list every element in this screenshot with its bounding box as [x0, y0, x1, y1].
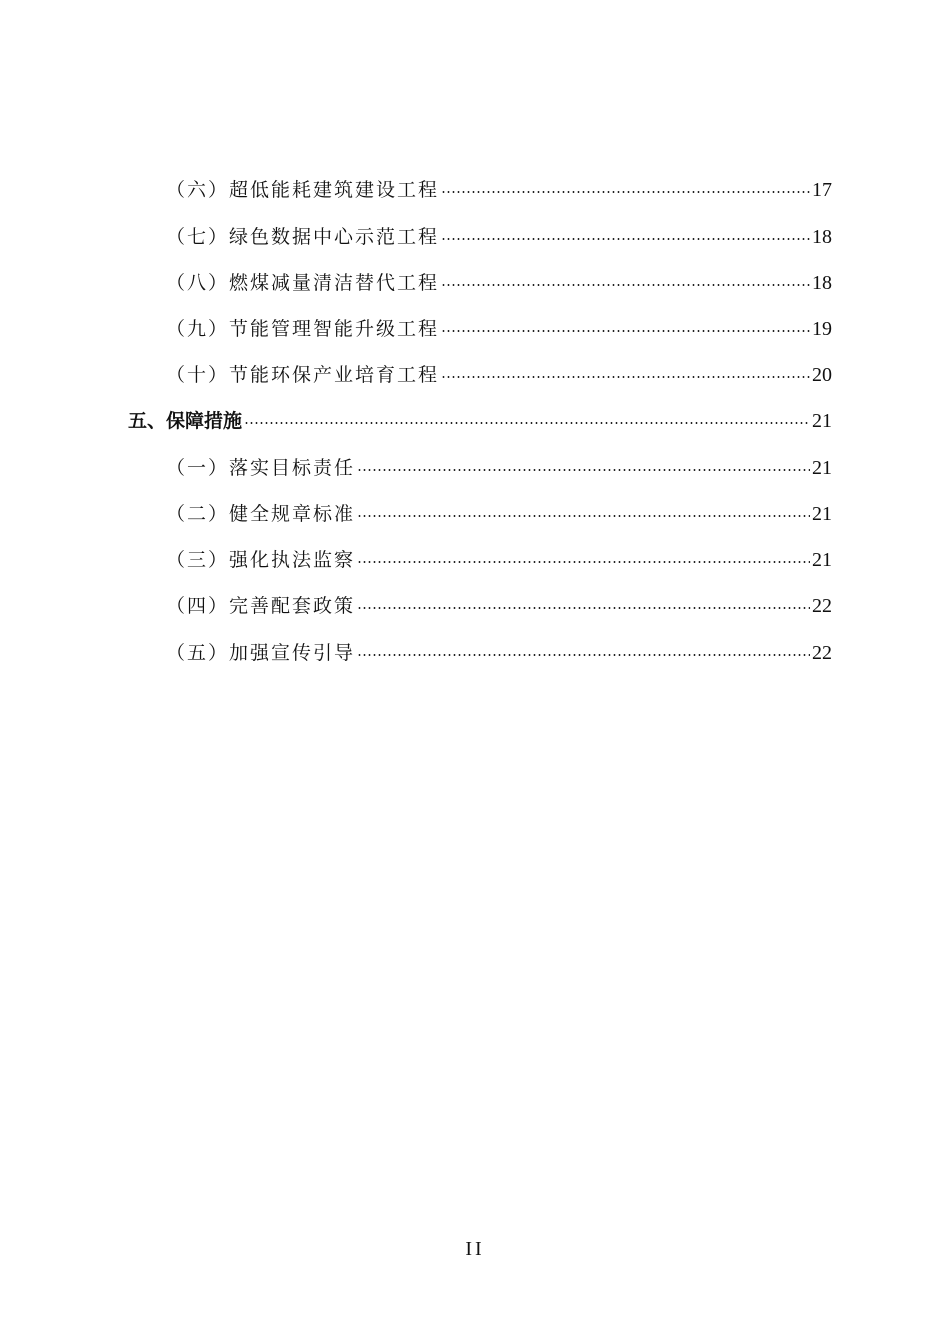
toc-entry-title: （七）绿色数据中心示范工程 [166, 226, 440, 248]
toc-dot-leader [441, 269, 810, 289]
page-number: II [465, 1238, 485, 1260]
toc-dot-leader [357, 454, 810, 474]
toc-entry-title: （五）加强宣传引导 [166, 642, 356, 664]
toc-dot-leader [441, 176, 810, 196]
toc-entry-title: （十）节能环保产业培育工程 [166, 364, 440, 386]
toc-entry-title: （九）节能管理智能升级工程 [166, 318, 440, 340]
toc-dot-leader [244, 407, 810, 427]
toc-entry-page: 19 [812, 318, 832, 340]
toc-entry-title: （四）完善配套政策 [166, 595, 356, 617]
toc-entry[interactable] [166, 638, 832, 668]
toc-dot-leader [441, 361, 810, 381]
toc-entry[interactable] [166, 222, 832, 252]
toc-entry[interactable] [166, 453, 832, 483]
toc-entry-page: 18 [812, 272, 832, 294]
toc-dot-leader [441, 315, 810, 335]
toc-dot-leader [441, 223, 810, 243]
toc-entry-title: （三）强化执法监察 [166, 549, 356, 571]
toc-dot-leader [357, 546, 810, 566]
toc-entry-title: （一）落实目标责任 [166, 457, 356, 479]
toc-entry-page: 17 [812, 179, 832, 201]
toc-entry[interactable] [166, 175, 832, 205]
toc-section-title: 五、保障措施 [128, 410, 243, 432]
toc-entry-title: （八）燃煤减量清洁替代工程 [166, 272, 440, 294]
toc-entry[interactable] [166, 314, 832, 344]
toc-entry[interactable] [166, 545, 832, 575]
toc-section-entry[interactable] [128, 406, 832, 436]
toc-entry-page: 22 [812, 642, 832, 664]
toc-entry[interactable] [166, 591, 832, 621]
toc-entry[interactable] [166, 499, 832, 529]
toc-entry-page: 21 [812, 503, 832, 525]
toc-dot-leader [357, 639, 810, 659]
toc-dot-leader [357, 500, 810, 520]
toc-entry-page: 21 [812, 549, 832, 571]
toc-entry-page: 20 [812, 364, 832, 386]
toc-entry-page: 22 [812, 595, 832, 617]
toc-entry-title: （六）超低能耗建筑建设工程 [166, 179, 440, 201]
toc-entry-page: 18 [812, 226, 832, 248]
toc-entry-title: （二）健全规章标准 [166, 503, 356, 525]
toc-dot-leader [357, 592, 810, 612]
toc-entry[interactable] [166, 360, 832, 390]
toc-entry-page: 21 [812, 410, 832, 432]
toc-entry[interactable] [166, 268, 832, 298]
toc-entry-page: 21 [812, 457, 832, 479]
